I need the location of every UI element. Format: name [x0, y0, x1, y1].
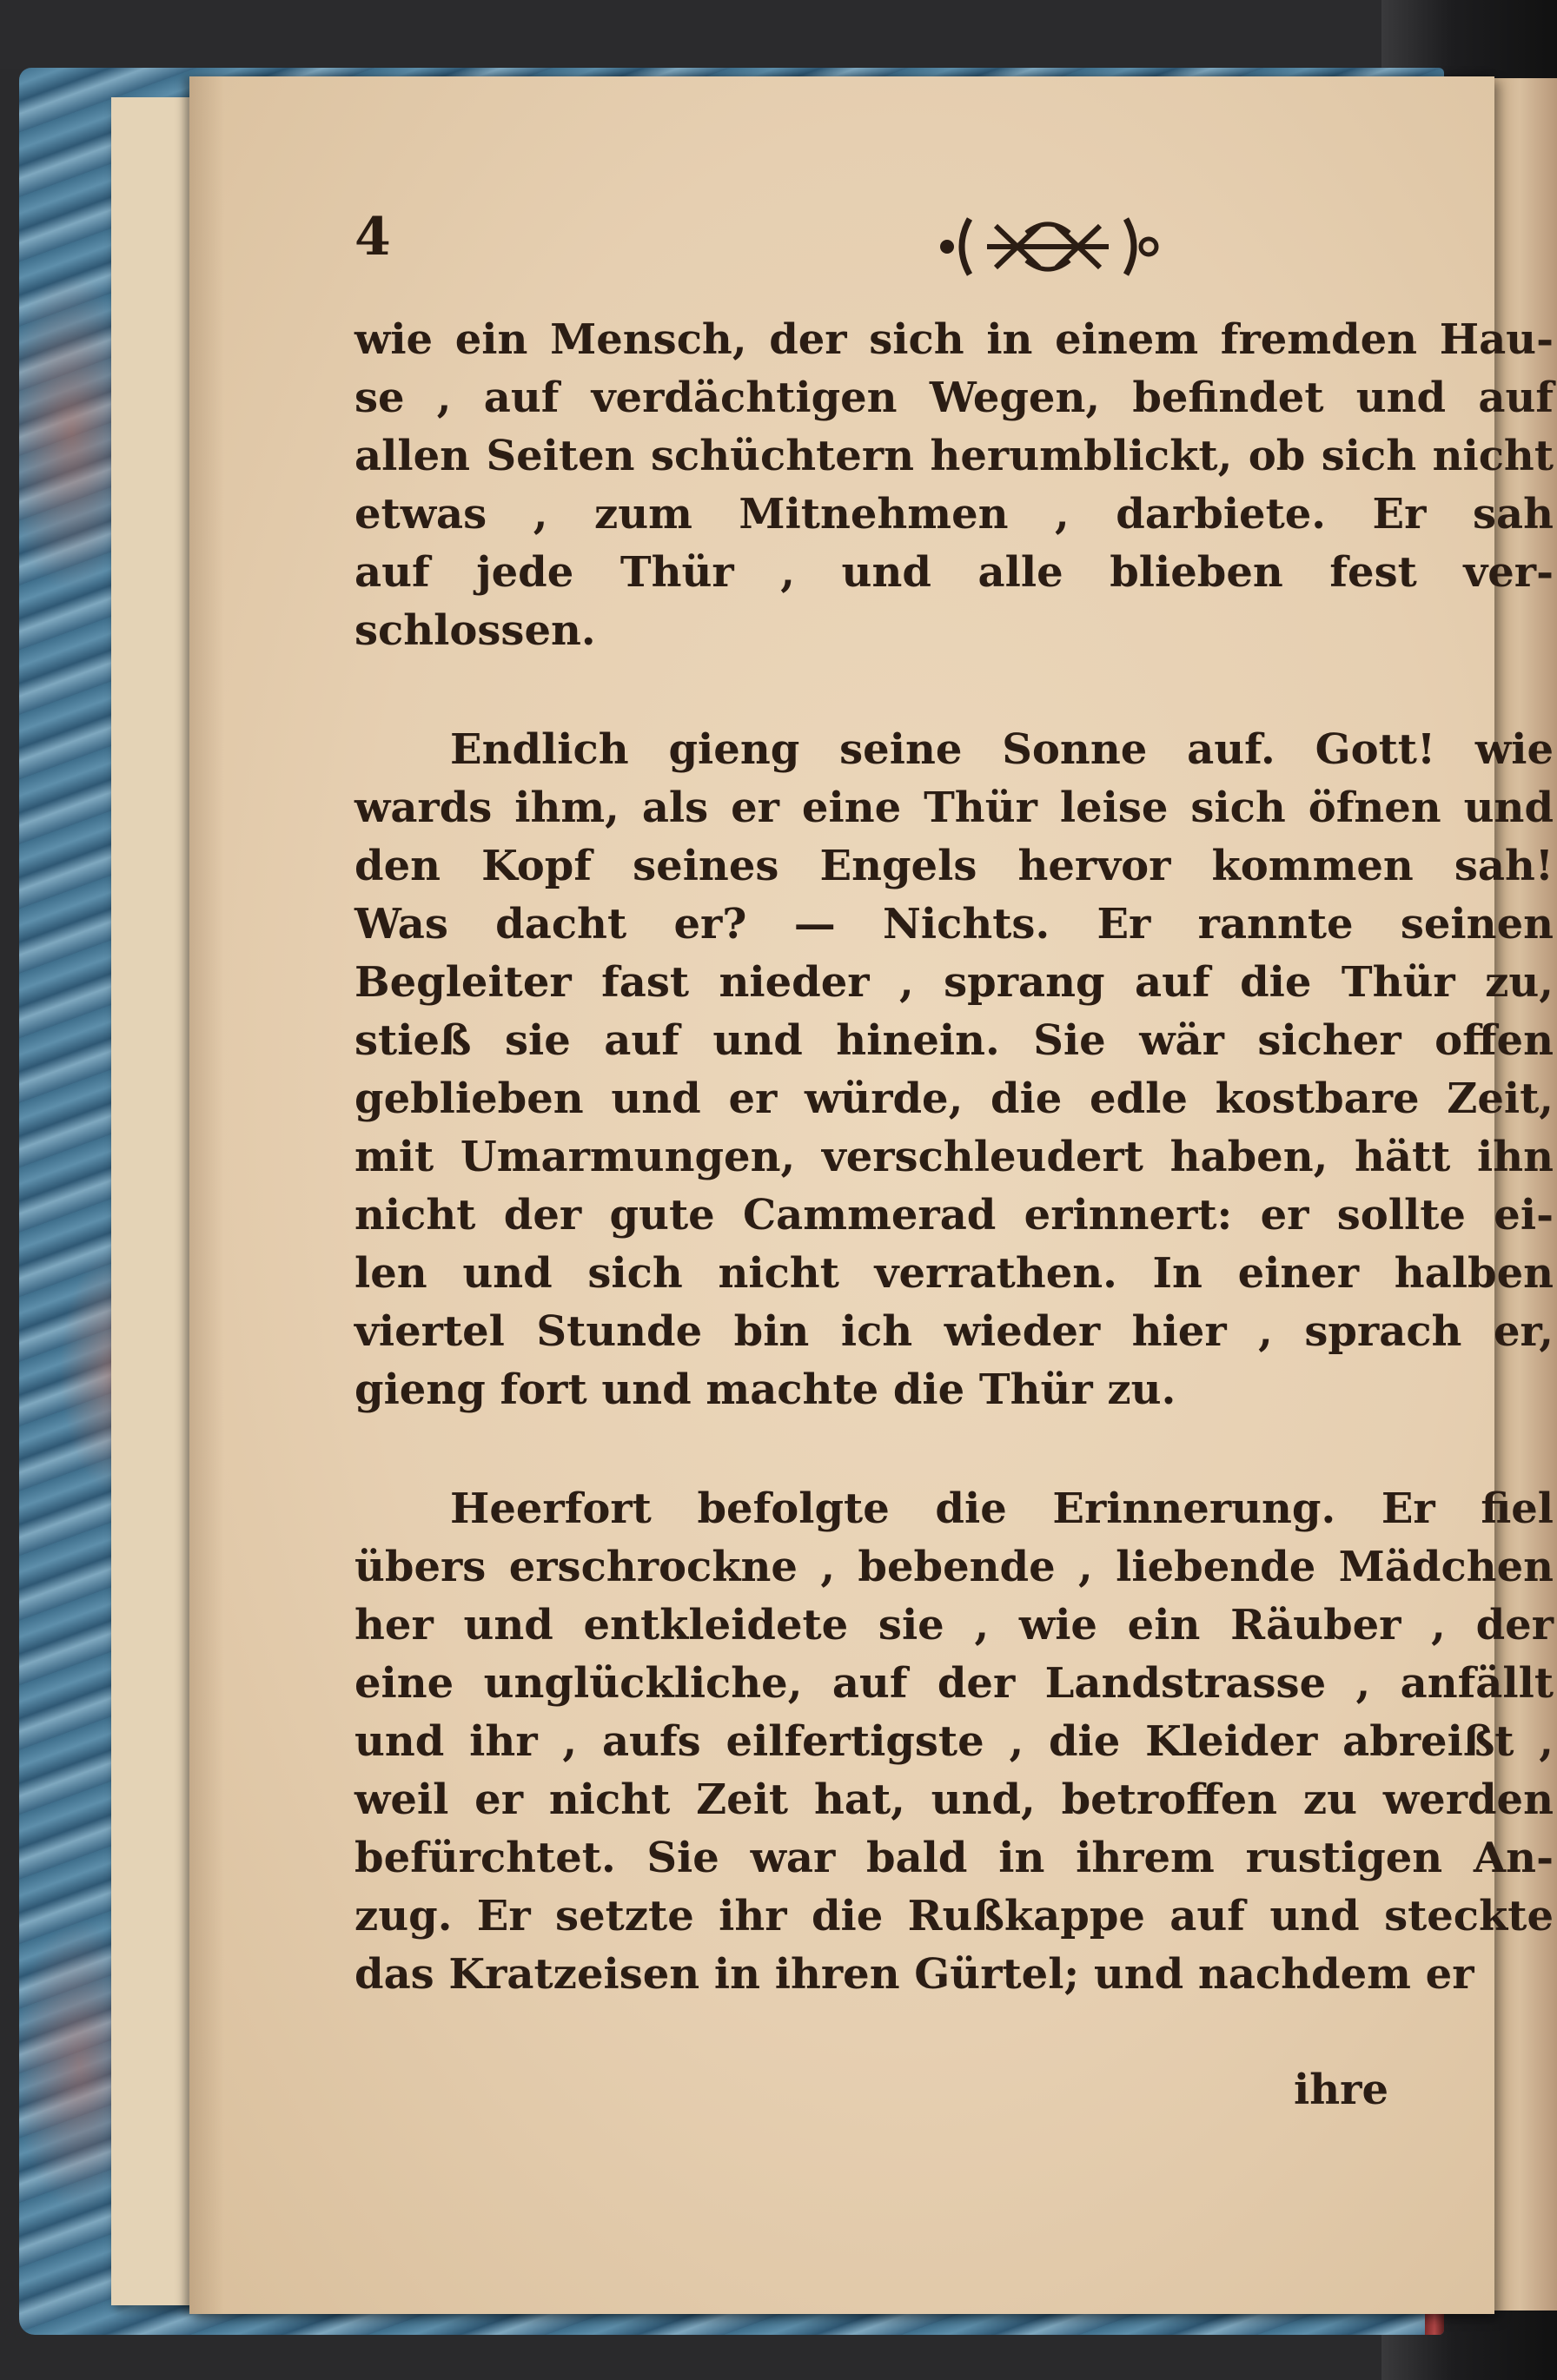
printers-ornament-icon: [935, 207, 1161, 285]
paragraph: [354, 1480, 1554, 2004]
paragraph: [354, 311, 1554, 660]
text-line: gieng fort und machte die Thür zu.: [354, 1365, 1176, 1414]
text-line: zug. Er setzte ihr die Rußkappe auf und steckte: [354, 1892, 1554, 1940]
text-line: das Kratzeisen in ihren Gürtel; und nachdem er: [354, 1950, 1474, 1999]
text-line: weil er nicht Zeit hat, und, betroffen zu werden: [354, 1775, 1554, 1824]
text-line: wards ihm, als er eine Thür leise sich öfnen und: [354, 783, 1554, 832]
body-text: [354, 311, 1554, 2065]
catchword: ihre: [1294, 2066, 1388, 2114]
text-line: wie ein Mensch, der sich in einem fremden Hau-: [354, 315, 1554, 364]
text-line: schlossen.: [354, 606, 596, 655]
page-number: 4: [354, 207, 391, 268]
text-line: len und sich nicht verrathen. In einer halben: [354, 1249, 1554, 1298]
text-line: Heerfort befolgte die Erinnerung. Er fiel: [450, 1484, 1554, 1533]
text-line: eine unglückliche, auf der Landstrasse , anfällt: [354, 1659, 1554, 1708]
text-line: übers erschrockne , bebende , liebende Mädchen: [354, 1543, 1554, 1591]
text-line: etwas , zum Mitnehmen , darbiete. Er sah: [354, 490, 1554, 539]
text-line: und ihr , aufs eilfertigste , die Kleider abreißt ,: [354, 1717, 1554, 1766]
text-line: den Kopf seines Engels hervor kommen sah!: [354, 842, 1554, 890]
text-line: her und entkleidete sie , wie ein Räuber , der: [354, 1601, 1554, 1649]
text-line: geblieben und er würde, die edle kostbare Zeit,: [354, 1074, 1554, 1123]
text-line: Was dacht er? — Nichts. Er rannte seinen: [354, 900, 1554, 949]
page-header: [354, 207, 1536, 285]
text-line: auf jede Thür , und alle blieben fest ver-: [354, 548, 1554, 597]
text-line: stieß sie auf und hinein. Sie wär sicher offen: [354, 1016, 1554, 1065]
book-page: [189, 76, 1554, 2314]
background-top: [0, 0, 1557, 69]
text-line: Begleiter fast nieder , sprang auf die Thür zu,: [354, 958, 1554, 1007]
text-line: nicht der gute Cammerad erinnert: er sollte ei-: [354, 1191, 1554, 1240]
text-line: viertel Stunde bin ich wieder hier , sprach er,: [354, 1307, 1554, 1356]
text-line: se , auf verdächtigen Wegen, befindet und auf: [354, 374, 1554, 422]
text-line: allen Seiten schüchtern herumblickt, ob sich nicht: [354, 432, 1554, 480]
text-line: befürchtet. Sie war bald in ihrem rustigen An-: [354, 1834, 1554, 1882]
text-line: mit Umarmungen, verschleudert haben, hätt ihn: [354, 1133, 1554, 1181]
text-line: Endlich gieng seine Sonne auf. Gott! wie: [450, 725, 1554, 774]
paragraph: [354, 721, 1554, 1419]
